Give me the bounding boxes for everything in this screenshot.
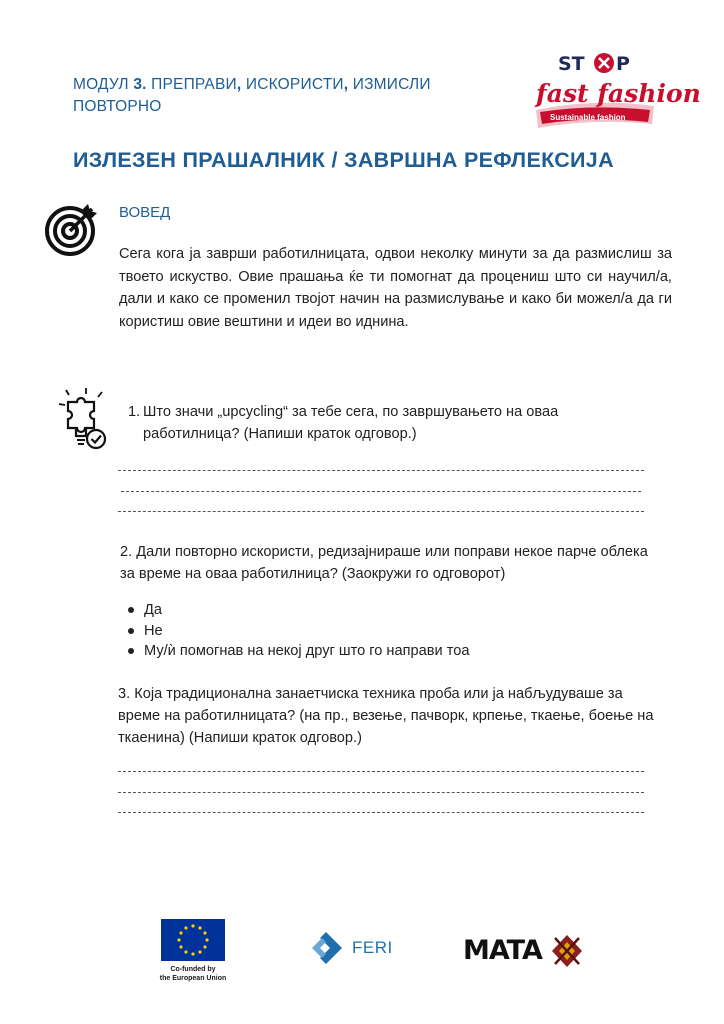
eu-flag-icon [161,919,225,961]
module-separator: , [236,76,242,93]
intro-text: Сега кога ја заврши работилницата, одвои неколку минути за да размислиш за твоето искуство. Овие прашања ќе ти помогнат да процениш што си научил/а, дали и како се променил твојот начин на размислување и како би можел/а да ги користиш овие вештини и идеи во иднина. [119,246,672,330]
answer-line[interactable] [118,470,644,471]
eu-cofunded-logo [157,919,229,989]
question-1 [128,401,648,445]
option-label: Да [144,602,162,618]
intro-heading: ВОВЕД [119,204,171,221]
logo-stop-text-end: P [616,53,630,75]
target-icon [44,201,100,257]
logo-stop-text: ST [558,53,585,75]
option-no[interactable] [128,621,469,642]
mata-text: MATA [463,935,542,966]
question-3-text: 3. Која традиционална занаетчиска техника проба или ја набљудуваше за време на работилницата? (на пр., везење, пачворк, крпење, ткаење, боење на ткаенина) (Напиши краток одговор.) [118,686,654,746]
option-helped-other[interactable] [128,641,469,662]
bullet-icon [128,648,134,654]
bullet-icon [128,607,134,613]
feri-logo [308,930,393,968]
module-header [73,74,493,118]
mata-emblem-icon [551,934,583,968]
module-prefix: МОДУЛ [73,76,129,93]
eu-caption-line-1: Co-funded by [170,966,216,973]
answer-line[interactable] [118,771,644,772]
logo-ribbon-text: Sustainable fashion [550,113,626,122]
answer-line[interactable] [121,491,641,492]
puzzle-check-icon [56,386,110,450]
module-number: 3. [133,76,147,93]
question-2-text: 2. Дали повторно искористи, редизајнираше или поправи некое парче облека за време на оваа работилница? (Заокружи го одговорот) [120,544,648,582]
question-2-options [128,600,469,662]
module-part-4: ПОВТОРНО [73,98,162,115]
question-1-number: 1. [128,404,141,420]
module-part-1: ПРЕПРАВИ [151,76,237,93]
feri-text: FERI [352,938,393,957]
page-title: ИЗЛЕЗЕН ПРАШАЛНИК / ЗАВРШНА РЕФЛЕКСИЈА [73,148,614,172]
stop-fast-fashion-logo [528,48,701,134]
question-1-text: Што значи „upcycling“ за тебе сега, по завршувањето на оваа работилница? (Напиши краток одговор.) [143,404,559,442]
answer-line[interactable] [118,812,644,813]
answer-line[interactable] [118,511,644,512]
eu-caption-line-2: the European Union [159,974,227,982]
module-separator: , [343,76,349,93]
logo-brand-text: fast fashion [536,79,701,108]
mata-logo [463,934,585,968]
option-label: Не [144,622,163,639]
answer-line[interactable] [118,792,644,793]
module-part-3: ИЗМИСЛИ [352,76,431,93]
stop-x-icon [594,53,614,73]
bullet-icon [128,628,134,634]
option-label: Му/ѝ помогнав на некој друг што го направи тоа [144,643,470,659]
eu-caption [157,966,229,983]
option-yes[interactable] [128,600,469,621]
module-part-2: ИСКОРИСТИ [245,76,344,93]
feri-mark-icon [308,930,348,968]
